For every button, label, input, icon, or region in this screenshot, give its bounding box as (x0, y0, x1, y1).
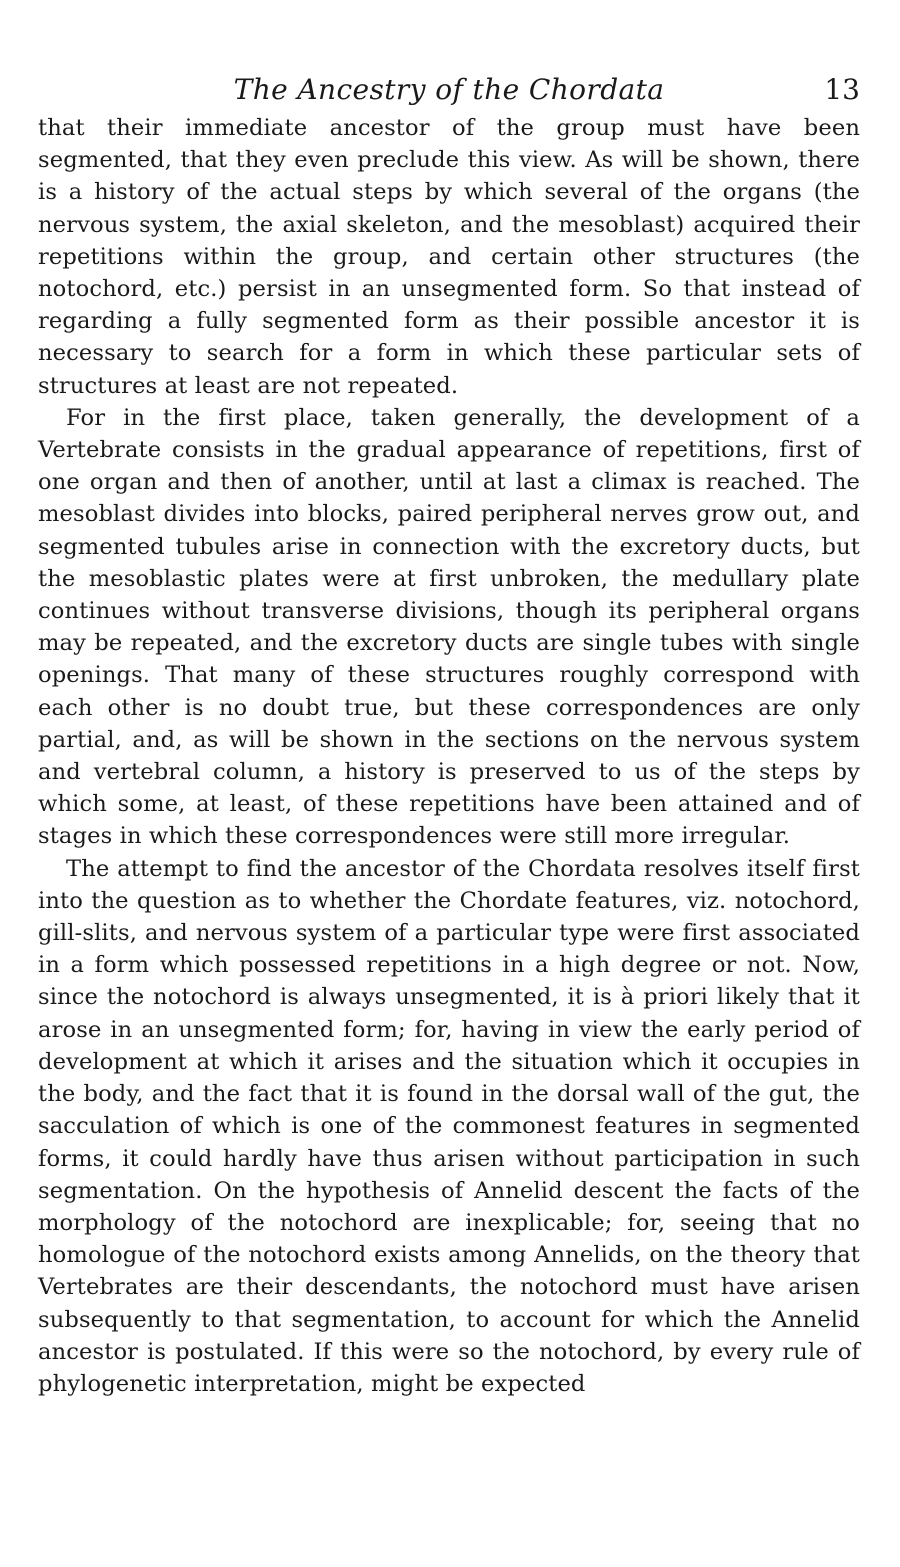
book-page (38, 70, 860, 1400)
page-number: 13 (824, 73, 860, 106)
running-head (38, 70, 860, 110)
paragraph-1: that their immediate ancestor of the group must have been segmented, that they even preclude this view. As will be shown, there is a history of the actual steps by which several of the organs (the nervous system, the axial skeleton, and the mesoblast) acquired their repetitions within the group, and certain other structures (the notochord, etc.) persist in an unsegmented form. So that instead of regarding a fully segmented form as their possible ancestor it is necessary to search for a form in which these particular sets of structures at least are not repeated. (38, 115, 860, 399)
body-text (38, 112, 860, 1400)
running-title: The Ancestry of the Chordata (233, 73, 665, 106)
paragraph-2: For in the first place, taken generally, the development of a Vertebrate consists in the gradual appearance of repetitions, first of one organ and then of another, until at last a climax is reached. The mesoblast divides into blocks, paired peripheral nerves grow out, and segmented tubules arise in connection with the excretory ducts, but the mesoblastic plates were at first unbroken, the medullary plate continues without transverse divisions, though its peripheral organs may be repeated, and the excretory ducts are single tubes with single openings. That many of these structures roughly correspond with each other is no doubt true, but these correspondences are only partial, and, as will be shown in the sections on the nervous system and vertebral column, a history is preserved to us of the steps by which some, at least, of these repetitions have been attained and of stages in which these correspondences were still more irregular. (38, 404, 860, 850)
paragraph-3: The attempt to find the ancestor of the Chordata resolves itself first into the question as to whether the Chordate features, viz. notochord, gill-slits, and nervous system of a particular type were first associated in a form which possessed repetitions in a high degree or not. Now, since the notochord is always unsegmented, it is à priori likely that it arose in an unsegmented form; for, having in view the early period of development at which it arises and the situation which it occupies in the body, and the fact that it is found in the dorsal wall of the gut, the sacculation of which is one of the commonest features in segmented forms, it could hardly have thus arisen without participation in such segmentation. On the hypothesis of Annelid descent the facts of the morphology of the notochord are inexplicable; for, seeing that no homologue of the notochord exists among Annelids, on the theory that Vertebrates are their descendants, the notochord must have arisen subsequently to that segmentation, to account for which the Annelid ancestor is postulated. If this were so the notochord, by every rule of phylogenetic interpretation, might be expected (38, 855, 860, 1397)
